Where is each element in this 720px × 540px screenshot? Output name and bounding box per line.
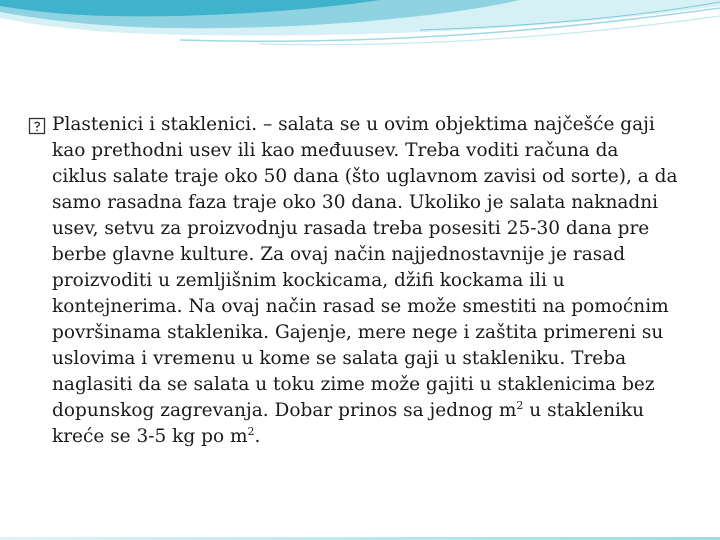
- unknown-glyph-box-icon: [28, 117, 46, 135]
- paragraph-text-middle: u stakleniku kreće se 3-5 kg po m: [52, 400, 645, 447]
- slide-body: [28, 112, 678, 450]
- paragraph-text: [52, 112, 678, 450]
- superscript-2-second: 2: [247, 424, 255, 438]
- paragraph-text-main: Plastenici i staklenici. – salata se u ovim objektima najčešće gaji kao prethodni usev ili kao međuusev. Treba voditi računa da ciklus salate traje oko 50 dana (što uglavnom zavisi od sorte), a da samo rasadna faza traje oko 30 dana. Ukoliko je salata naknadni usev, setvu za proizvodnju rasada treba posesiti 25-30 dana pre berbe glavne kulture. Za ovaj način najjednostavnije je rasad proizvoditi u zemljišnim kockicama, džifi kockama ili u kontejnerima. Na ovaj način rasad se može smestiti na pomoćnim površinama staklenika. Gajenje, mere nege i zaštita primereni su uslovima i vremenu u kome se salata gaji u stakleniku. Treba naglasiti da se salata u toku zime može gajiti u staklenicima bez dopunskog zagrevanja. Dobar prinos sa jednog m: [52, 114, 678, 421]
- superscript-2-first: 2: [516, 398, 524, 412]
- decorative-header-swoosh: [0, 0, 720, 70]
- paragraph-text-end: .: [254, 426, 261, 447]
- bullet-paragraph: [28, 112, 678, 450]
